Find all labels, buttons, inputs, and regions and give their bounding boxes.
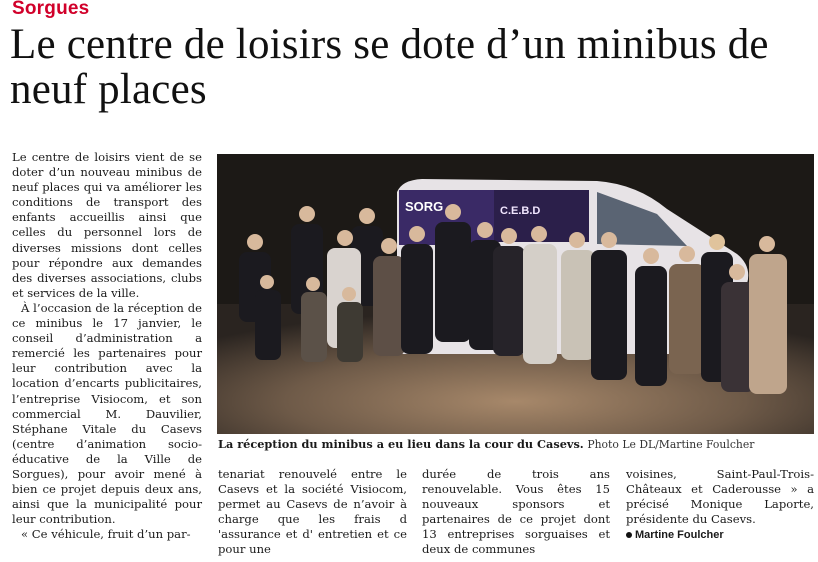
photo-credit: Photo Le DL/Martine Foulcher: [587, 438, 755, 451]
paragraph-quote-continued-2: durée de trois ans renouvelable. Vous êtes 15 nouveaux sponsors et partenaires de ce projet dont 13 entreprises sorguaises et deux de communes: [422, 467, 610, 557]
paragraph-quote-start: « Ce véhicule, fruit d’un par-: [21, 527, 191, 542]
bullet-icon: [626, 532, 632, 538]
article-photo: [217, 154, 814, 434]
photo-caption: [218, 437, 814, 452]
text-column-2: [218, 467, 407, 558]
text-column-1: [12, 150, 202, 542]
article-headline: Le centre de loisirs se dote d’un minibus de neuf places: [10, 21, 769, 113]
paragraph-quote-continued-1: tenariat renouvelé entre le Casevs et la société Visiocom, permet au Casevs de n’avoir à charge que les frais d 'assurance et d' entretien et ce pour une: [218, 467, 407, 557]
author-name: Martine Foulcher: [635, 529, 724, 542]
section-kicker: Sorgues: [12, 0, 90, 19]
van-logo-text: SORG: [405, 199, 444, 214]
paragraph-reception: À l’occasion de la réception de ce minibus le 17 janvier, le conseil d’administration a remercié les partenaires pour leur contribution avec la location d’encarts publicitaires, l’entreprise Visiocom, et son commercial M. Dauvilier, Stéphane Vitale du Casevs (centre d’animation socio-éducative de la Ville de Sorgues), pour avoir mené à bien ce projet depuis deux ans, ainsi que la municipalité pour leur contribution.: [12, 300, 202, 527]
paragraph-intro: Le centre de loisirs vient de se doter d’un nouveau minibus de neuf places qui va améliorer les conditions de transport des enfants accueillis ainsi que celles du personnel lors de diverses missions dont celles pour répondre aux demandes des diverses associations, clubs et services de la ville.: [12, 150, 202, 300]
text-column-4: [626, 467, 814, 543]
author-signature: [626, 528, 814, 543]
group-photo-illustration: [217, 154, 814, 434]
text-column-3: [422, 467, 610, 558]
caption-text: La réception du minibus a eu lieu dans la cour du Casevs.: [218, 437, 584, 451]
paragraph-quote-end: voisines, Saint-Paul-Trois-Châteaux et Caderousse » a précisé Monique Laporte, présidente du Casevs.: [626, 467, 814, 527]
van-sign-text: C.E.B.D: [500, 205, 541, 217]
